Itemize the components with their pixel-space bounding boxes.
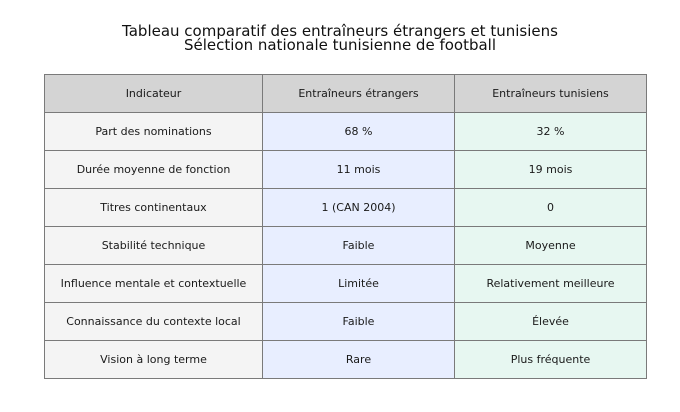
tunisian-value-cell: Moyenne	[455, 227, 647, 265]
indicator-cell: Stabilité technique	[45, 227, 263, 265]
tunisian-value-cell: 32 %	[455, 113, 647, 151]
table-row	[45, 303, 647, 341]
page-subtitle: Sélection nationale tunisienne de football	[183, 36, 497, 54]
page-title: Tableau comparatif des entraîneurs étrangers et tunisiens	[122, 22, 558, 40]
header-foreign-coaches: Entraîneurs étrangers	[263, 75, 455, 113]
indicator-cell: Titres continentaux	[45, 189, 263, 227]
tunisian-value-cell: 19 mois	[455, 151, 647, 189]
header-indicator: Indicateur	[45, 75, 263, 113]
tunisian-value-cell: Élevée	[455, 303, 647, 341]
tunisian-value-cell: 0	[455, 189, 647, 227]
table-row	[45, 265, 647, 303]
foreign-value-cell: Rare	[263, 341, 455, 379]
foreign-value-cell: 1 (CAN 2004)	[263, 189, 455, 227]
tunisian-value-cell: Plus fréquente	[455, 341, 647, 379]
table-row	[45, 189, 647, 227]
foreign-value-cell: 68 %	[263, 113, 455, 151]
indicator-cell: Part des nominations	[45, 113, 263, 151]
table-row	[45, 227, 647, 265]
indicator-cell: Vision à long terme	[45, 341, 263, 379]
table-header-row	[45, 75, 647, 113]
tunisian-value-cell: Relativement meilleure	[455, 265, 647, 303]
header-tunisian-coaches: Entraîneurs tunisiens	[455, 75, 647, 113]
indicator-cell: Durée moyenne de fonction	[45, 151, 263, 189]
foreign-value-cell: Faible	[263, 303, 455, 341]
indicator-cell: Influence mentale et contextuelle	[45, 265, 263, 303]
foreign-value-cell: Limitée	[263, 265, 455, 303]
table-row	[45, 113, 647, 151]
foreign-value-cell: 11 mois	[263, 151, 455, 189]
foreign-value-cell: Faible	[263, 227, 455, 265]
comparison-table	[44, 74, 647, 379]
table-row	[45, 341, 647, 379]
indicator-cell: Connaissance du contexte local	[45, 303, 263, 341]
table-row	[45, 151, 647, 189]
